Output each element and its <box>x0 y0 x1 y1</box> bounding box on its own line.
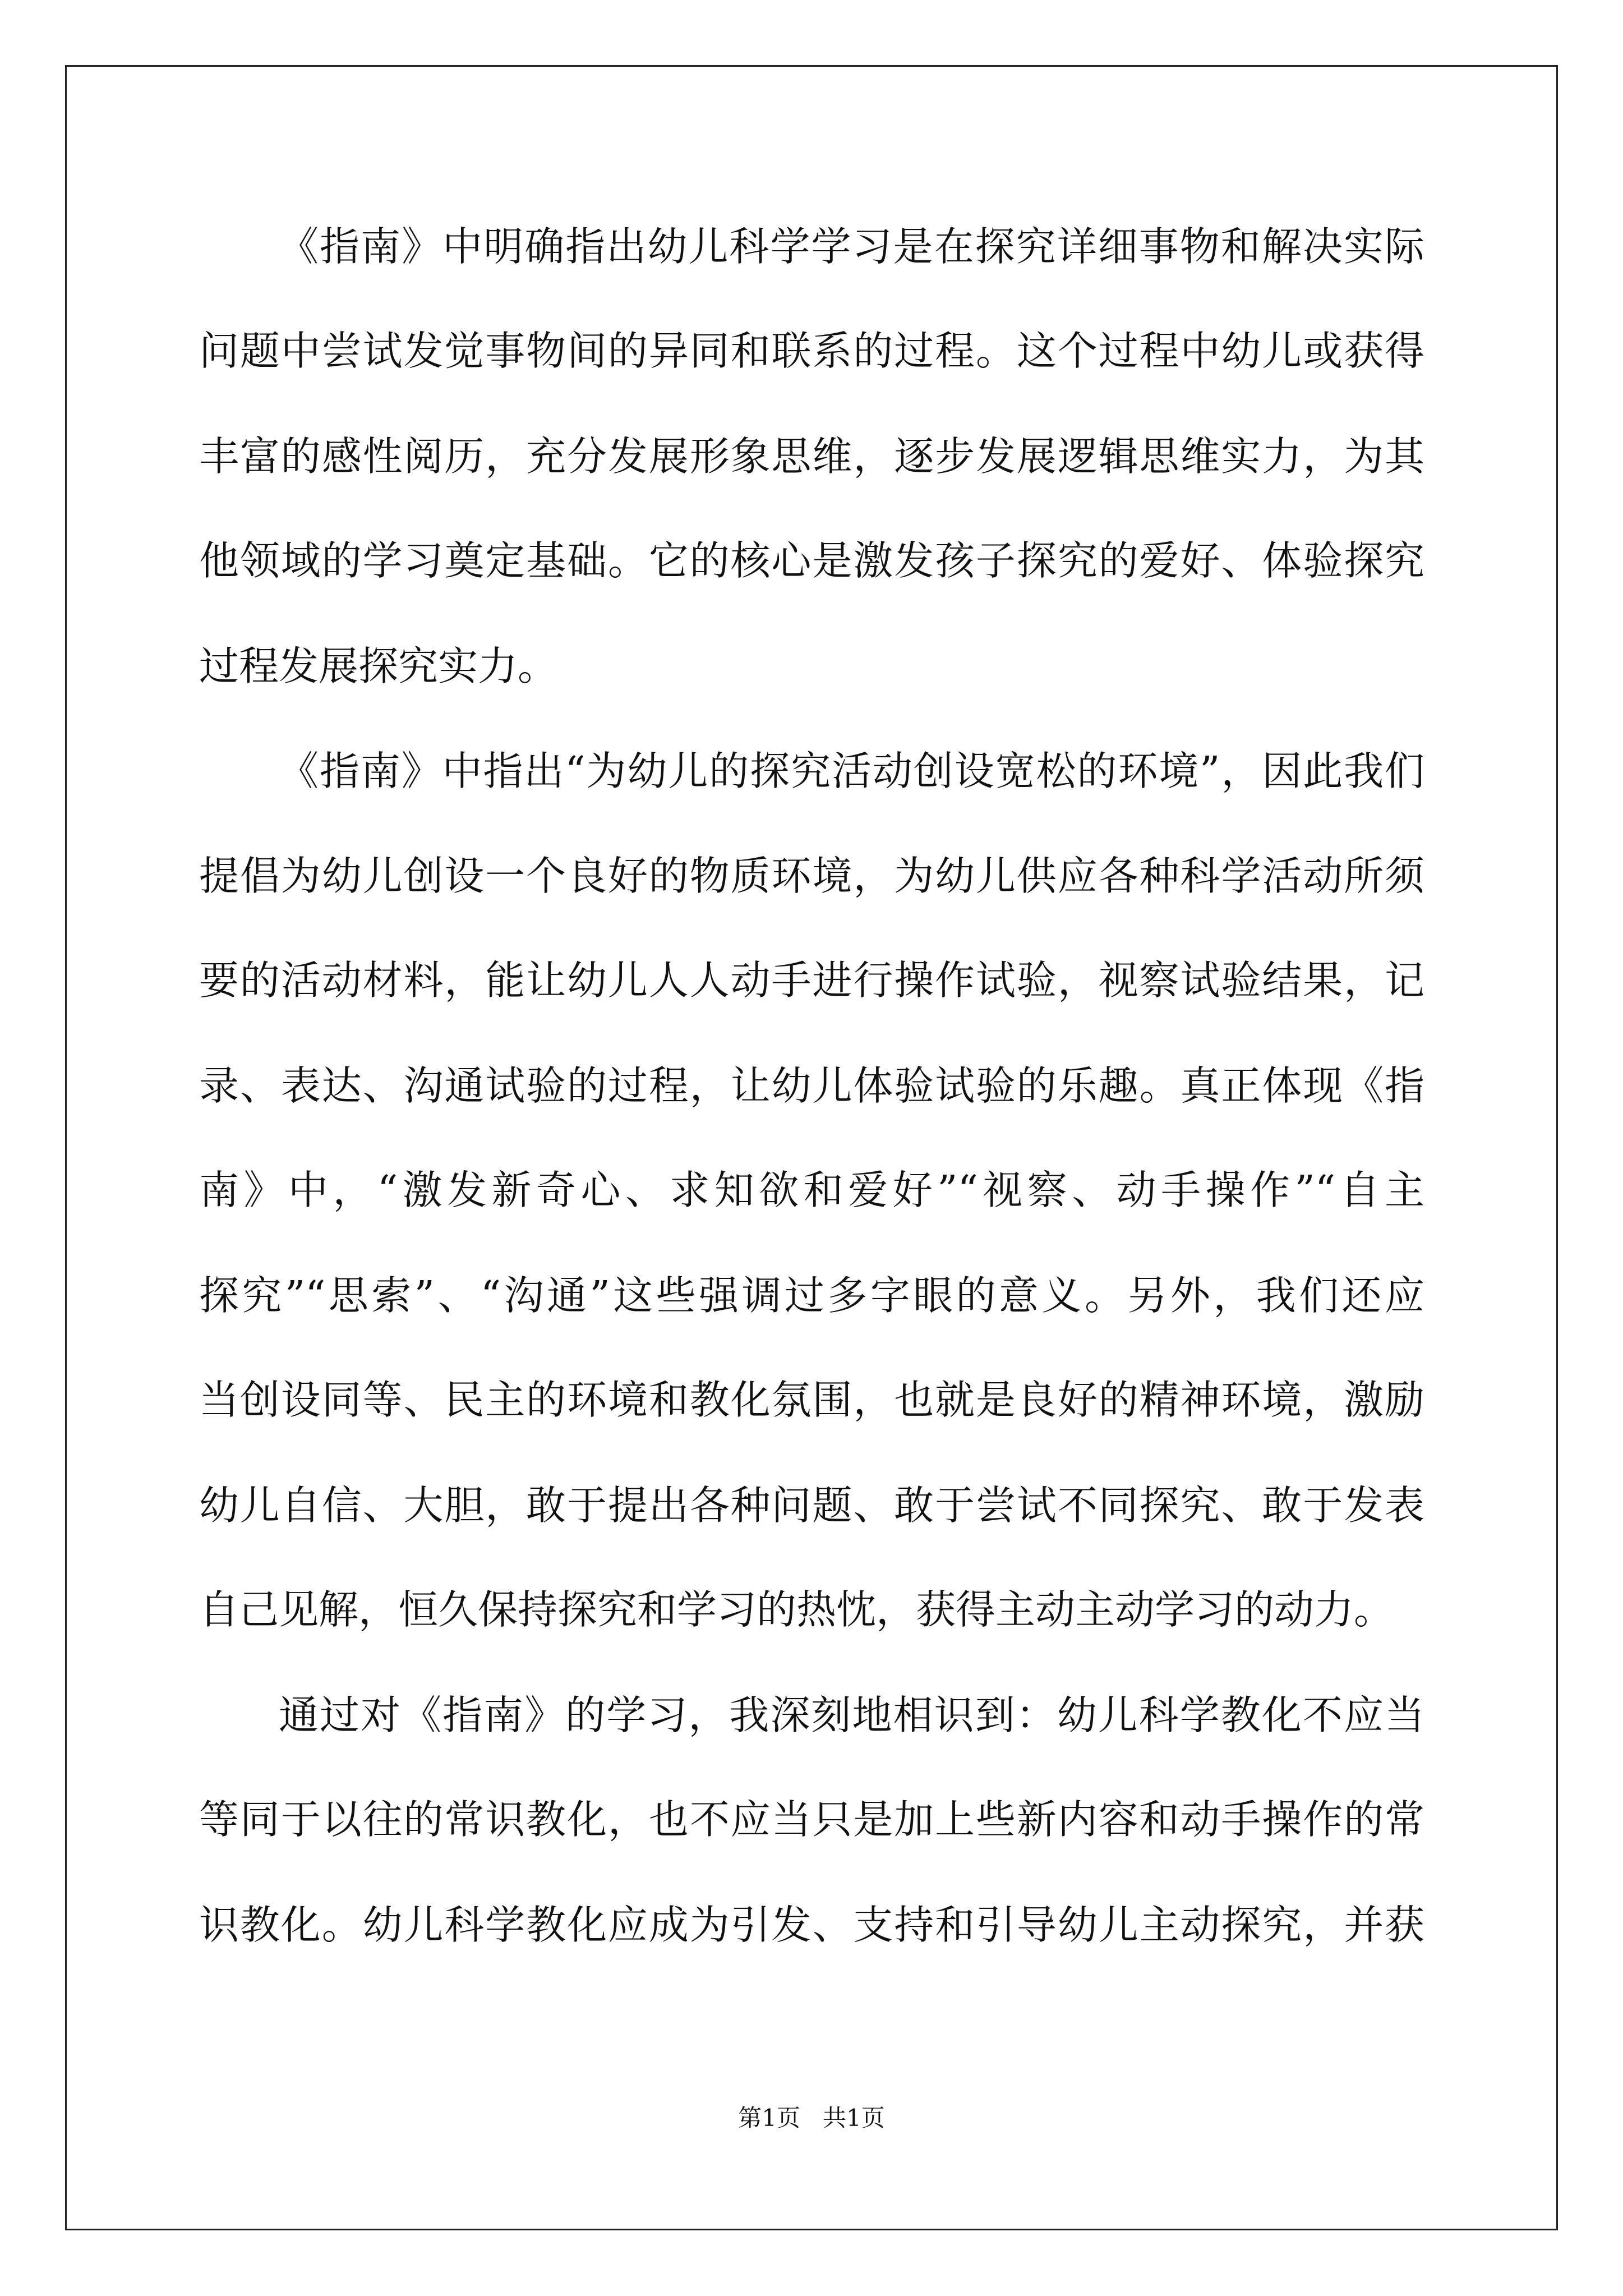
text-line: 识教化。幼儿科学教化应成为引发、支持和引导幼儿主动探究，并获 <box>199 1902 1424 1948</box>
text-line: 等同于以往的常识教化，也不应当只是加上些新内容和动手操作的常 <box>199 1796 1424 1843</box>
text-line: 要的活动材料，能让幼儿人人动手进行操作试验，视察试验结果，记 <box>199 957 1424 1004</box>
text-line: 通过对《指南》的学习，我深刻地相识到：幼儿科学教化不应当 <box>279 1692 1424 1738</box>
page-total-label: 共1页 <box>823 2104 885 2132</box>
text-line: 探究”“思索”、“沟通”这些强调过多字眼的意义。另外，我们还应 <box>199 1272 1424 1319</box>
text-line: 过程发展探究实力。 <box>199 643 558 689</box>
text-line: 《指南》中指出“为幼儿的探究活动创设宽松的环境”，因此我们 <box>279 748 1424 794</box>
text-line: 自己见解，恒久保持探究和学习的热忱，获得主动主动学习的动力。 <box>199 1586 1394 1633</box>
page-current-label: 第1页 <box>738 2104 800 2132</box>
page-footer <box>0 2101 1623 2135</box>
text-line: 南》中，“激发新奇心、求知欲和爱好”“视察、动手操作”“自主 <box>199 1167 1424 1213</box>
text-line: 提倡为幼儿创设一个良好的物质环境，为幼儿供应各种科学活动所须 <box>199 853 1424 899</box>
text-line: 幼儿自信、大胆，敢于提出各种问题、敢于尝试不同探究、敢于发表 <box>199 1482 1424 1529</box>
text-line: 问题中尝试发觉事物间的异同和联系的过程。这个过程中幼儿或获得 <box>199 328 1424 374</box>
text-line: 他领域的学习奠定基础。它的核心是激发孩子探究的爱好、体验探究 <box>199 537 1424 584</box>
text-line: 当创设同等、民主的环境和教化氛围，也就是良好的精神环境，激励 <box>199 1377 1424 1423</box>
text-line: 《指南》中明确指出幼儿科学学习是在探究详细事物和解决实际 <box>279 223 1424 270</box>
text-line: 丰富的感性阅历，充分发展形象思维，逐步发展逻辑思维实力，为其 <box>199 433 1424 480</box>
text-line: 录、表达、沟通试验的过程，让幼儿体验试验的乐趣。真正体现《指 <box>199 1062 1424 1109</box>
